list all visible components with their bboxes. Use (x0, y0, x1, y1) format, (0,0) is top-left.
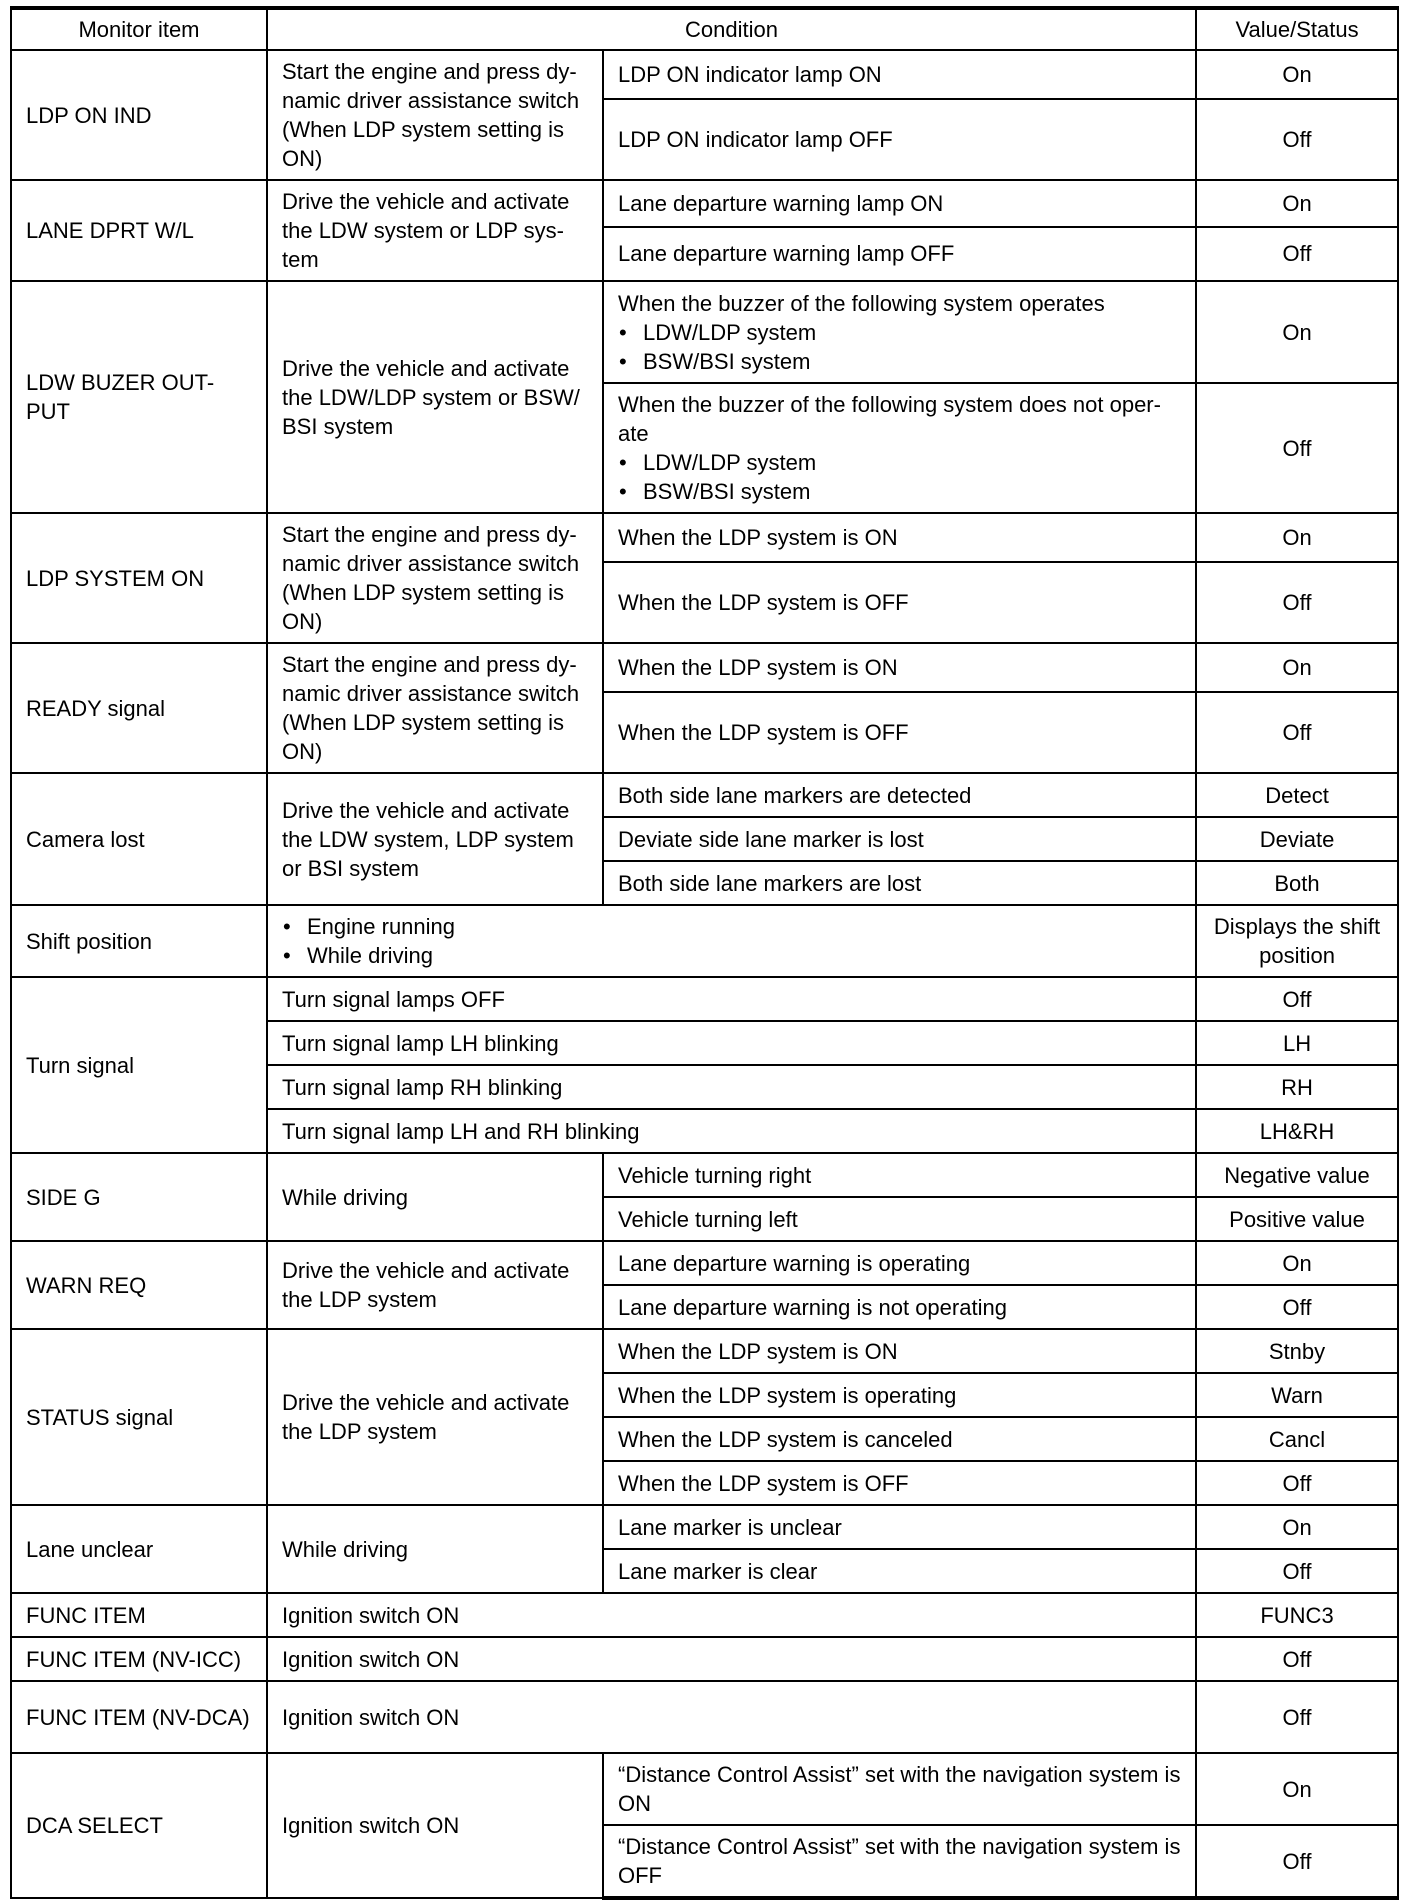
value-cell: Off (1196, 562, 1398, 643)
sub-condition-cell: LDP ON indicator lamp OFF (603, 99, 1196, 180)
sub-condition-cell: When the LDP system is canceled (603, 1417, 1196, 1461)
sub-condition-cell (603, 281, 1196, 383)
table-row (11, 1681, 1398, 1753)
value-cell: Positive value (1196, 1197, 1398, 1241)
table-row (11, 643, 1398, 692)
condition-cell: Drive the vehicle and activate the LDP system (267, 1329, 603, 1505)
value-cell: Off (1196, 692, 1398, 773)
header-monitor-item: Monitor item (11, 8, 267, 50)
value-cell: Warn (1196, 1373, 1398, 1417)
condition-cell: Ignition switch ON (267, 1681, 1196, 1753)
condition-cell: Start the engine and press dy-namic driver assistance switch (When LDP system setting is ON) (267, 50, 603, 180)
bullet-item: • BSW/BSI system (618, 477, 1181, 506)
sub-condition-cell: When the LDP system is ON (603, 513, 1196, 562)
sub-condition-text: When the buzzer of the following system does not oper-ate (618, 392, 1161, 446)
monitor-item-cell: SIDE G (11, 1153, 267, 1241)
table-row (11, 1637, 1398, 1681)
monitor-item-table-container (10, 6, 1397, 1900)
value-cell: Off (1196, 977, 1398, 1021)
table-row (11, 1753, 1398, 1825)
condition-cell: Start the engine and press dy-namic driver assistance switch (When LDP system setting is ON) (267, 513, 603, 643)
sub-condition-cell: Lane marker is clear (603, 1549, 1196, 1593)
table-row (11, 1505, 1398, 1549)
value-cell: On (1196, 1241, 1398, 1285)
monitor-item-cell: WARN REQ (11, 1241, 267, 1329)
sub-condition-cell: LDP ON indicator lamp ON (603, 50, 1196, 99)
monitor-item-cell: Lane unclear (11, 1505, 267, 1593)
value-cell: On (1196, 643, 1398, 692)
condition-cell: Start the engine and press dy-namic driver assistance switch (When LDP system setting is ON) (267, 643, 603, 773)
condition-cell: Ignition switch ON (267, 1753, 603, 1898)
sub-condition-cell (603, 383, 1196, 513)
table-header-row (11, 8, 1398, 50)
sub-condition-cell: “Distance Control Assist” set with the navigation system is ON (603, 1753, 1196, 1825)
monitor-item-cell: LDW BUZER OUT-PUT (11, 281, 267, 513)
table-row (11, 1241, 1398, 1285)
table-row (11, 977, 1398, 1021)
monitor-item-cell: Turn signal (11, 977, 267, 1153)
condition-cell: Turn signal lamp RH blinking (267, 1065, 1196, 1109)
sub-condition-cell: Vehicle turning left (603, 1197, 1196, 1241)
monitor-item-cell: LANE DPRT W/L (11, 180, 267, 281)
value-cell: Detect (1196, 773, 1398, 817)
sub-condition-text: When the buzzer of the following system operates (618, 290, 1105, 316)
value-cell: Off (1196, 227, 1398, 281)
sub-condition-cell: Deviate side lane marker is lost (603, 817, 1196, 861)
sub-condition-cell: Vehicle turning right (603, 1153, 1196, 1197)
sub-condition-cell: Both side lane markers are lost (603, 861, 1196, 905)
sub-condition-cell: When the LDP system is operating (603, 1373, 1196, 1417)
table-row (11, 50, 1398, 99)
sub-condition-cell: Lane marker is unclear (603, 1505, 1196, 1549)
value-cell: On (1196, 180, 1398, 227)
header-value-status: Value/Status (1196, 8, 1398, 50)
value-cell: Stnby (1196, 1329, 1398, 1373)
value-cell: Off (1196, 99, 1398, 180)
table-row (11, 1153, 1398, 1197)
sub-condition-cell: When the LDP system is OFF (603, 692, 1196, 773)
bullet-item: • LDW/LDP system (618, 318, 1181, 347)
value-cell: RH (1196, 1065, 1398, 1109)
sub-condition-cell: Lane departure warning lamp OFF (603, 227, 1196, 281)
condition-cell: Drive the vehicle and activate the LDW system, LDP system or BSI system (267, 773, 603, 905)
monitor-item-cell: READY signal (11, 643, 267, 773)
value-cell: On (1196, 1753, 1398, 1825)
value-cell: LH&RH (1196, 1109, 1398, 1153)
bullet-item: • While driving (282, 941, 1189, 970)
header-condition: Condition (267, 8, 1196, 50)
value-cell: On (1196, 50, 1398, 99)
sub-condition-cell: When the LDP system is OFF (603, 562, 1196, 643)
bullet-list (618, 448, 1181, 506)
value-cell: Off (1196, 1681, 1398, 1753)
sub-condition-cell: “Distance Control Assist” set with the navigation system is OFF (603, 1825, 1196, 1898)
value-cell: Off (1196, 1637, 1398, 1681)
sub-condition-cell: When the LDP system is OFF (603, 1461, 1196, 1505)
monitor-item-cell: Shift position (11, 905, 267, 977)
monitor-item-cell: FUNC ITEM (NV-ICC) (11, 1637, 267, 1681)
monitor-item-cell: Camera lost (11, 773, 267, 905)
value-cell: Off (1196, 383, 1398, 513)
monitor-item-cell: FUNC ITEM (11, 1593, 267, 1637)
monitor-item-cell: FUNC ITEM (NV-DCA) (11, 1681, 267, 1753)
value-cell: LH (1196, 1021, 1398, 1065)
table-row (11, 1329, 1398, 1373)
table-row (11, 513, 1398, 562)
bullet-item: • Engine running (282, 912, 1189, 941)
condition-cell (267, 905, 1196, 977)
monitor-item-table (10, 6, 1399, 1900)
monitor-item-cell: DCA SELECT (11, 1753, 267, 1898)
condition-cell: Turn signal lamp LH and RH blinking (267, 1109, 1196, 1153)
value-cell: Cancl (1196, 1417, 1398, 1461)
value-cell: Both (1196, 861, 1398, 905)
condition-cell: Ignition switch ON (267, 1637, 1196, 1681)
sub-condition-cell: Lane departure warning lamp ON (603, 180, 1196, 227)
table-row (11, 1593, 1398, 1637)
condition-cell: Drive the vehicle and activate the LDW/LDP system or BSW/ BSI system (267, 281, 603, 513)
value-cell: Off (1196, 1549, 1398, 1593)
condition-cell: Ignition switch ON (267, 1593, 1196, 1637)
value-cell: FUNC3 (1196, 1593, 1398, 1637)
sub-condition-cell: Lane departure warning is not operating (603, 1285, 1196, 1329)
value-cell: Off (1196, 1825, 1398, 1898)
bullet-list (618, 318, 1181, 376)
sub-condition-cell: When the LDP system is ON (603, 1329, 1196, 1373)
table-row (11, 180, 1398, 227)
table-row (11, 905, 1398, 977)
value-cell: Off (1196, 1285, 1398, 1329)
monitor-item-cell: LDP ON IND (11, 50, 267, 180)
monitor-item-cell: LDP SYSTEM ON (11, 513, 267, 643)
condition-cell: Turn signal lamp LH blinking (267, 1021, 1196, 1065)
monitor-item-cell: STATUS signal (11, 1329, 267, 1505)
value-cell: On (1196, 1505, 1398, 1549)
value-cell: Off (1196, 1461, 1398, 1505)
condition-cell: Turn signal lamps OFF (267, 977, 1196, 1021)
condition-cell: Drive the vehicle and activate the LDW system or LDP sys-tem (267, 180, 603, 281)
bullet-item: • LDW/LDP system (618, 448, 1181, 477)
value-cell: Displays the shift position (1196, 905, 1398, 977)
value-cell: Negative value (1196, 1153, 1398, 1197)
sub-condition-cell: Lane departure warning is operating (603, 1241, 1196, 1285)
condition-cell: Drive the vehicle and activate the LDP system (267, 1241, 603, 1329)
table-row (11, 281, 1398, 383)
sub-condition-cell: Both side lane markers are detected (603, 773, 1196, 817)
bullet-item: • BSW/BSI system (618, 347, 1181, 376)
condition-cell: While driving (267, 1153, 603, 1241)
condition-cell: While driving (267, 1505, 603, 1593)
value-cell: On (1196, 513, 1398, 562)
value-cell: Deviate (1196, 817, 1398, 861)
table-row (11, 773, 1398, 817)
value-cell: On (1196, 281, 1398, 383)
sub-condition-cell: When the LDP system is ON (603, 643, 1196, 692)
bullet-list (282, 912, 1189, 970)
